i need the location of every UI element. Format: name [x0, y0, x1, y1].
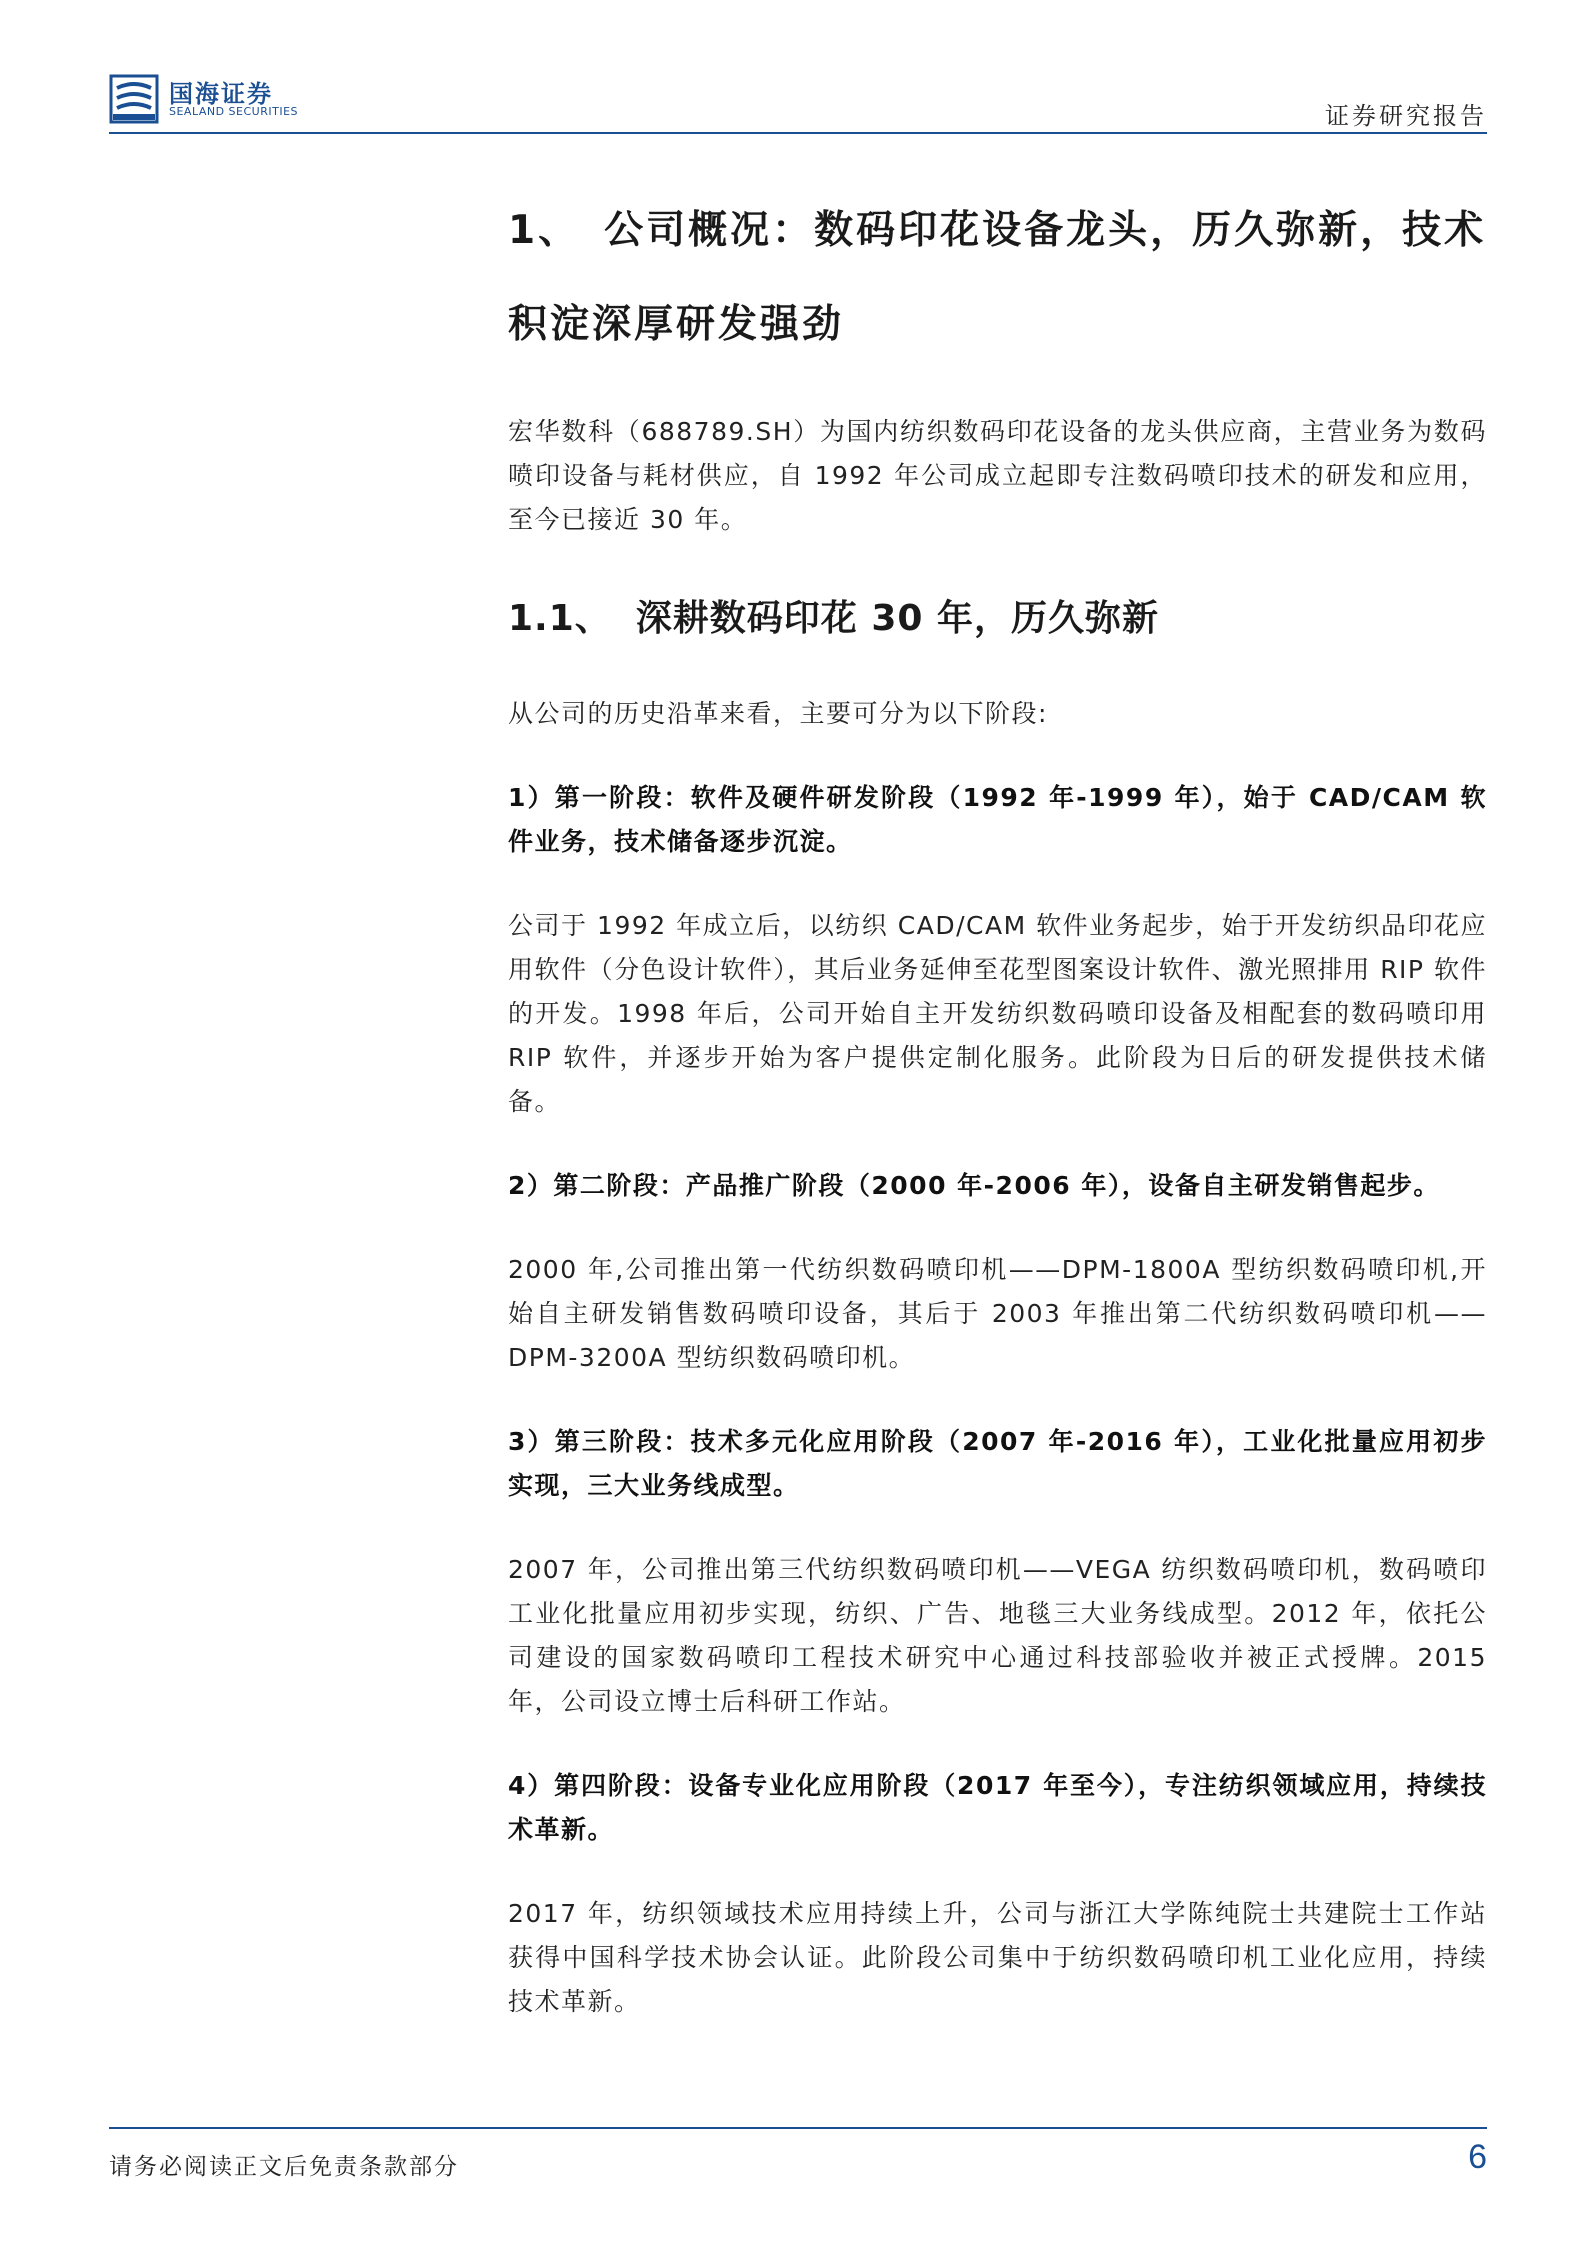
section-1-1-number: 1.1、 [508, 598, 612, 639]
page-number: 6 [1468, 2138, 1487, 2176]
section-1-1-title: 深耕数码印花 30 年，历久弥新 [635, 598, 1159, 639]
main-content [508, 180, 1487, 2024]
stage-4-body: 2017 年，纺织领域技术应用持续上升，公司与浙江大学陈纯院士共建院士工作站获得中国科学技术协会认证。此阶段公司集中于纺织数码喷印机工业化应用，持续技术革新。 [508, 1899, 1487, 2016]
section-1-intro: 宏华数科（688789.SH）为国内纺织数码印花设备的龙头供应商，主营业务为数码喷印设备与耗材供应，自 1992 年公司成立起即专注数码喷印技术的研发和应用，至今已接近 30 年。 [508, 417, 1487, 534]
stage-3-body: 2007 年，公司推出第三代纺织数码喷印机——VEGA 纺织数码喷印机，数码喷印工业化批量应用初步实现，纺织、广告、地毯三大业务线成型。2012 年，依托公司建设的国家数码喷印工程技术研究中心通过科技部验收并被正式授牌。2015 年，公司设立博士后科研工作站。 [508, 1555, 1487, 1716]
page-header [109, 66, 1487, 132]
report-type-label: 证券研究报告 [1325, 102, 1487, 130]
stage-2-body: 2000 年,公司推出第一代纺织数码喷印机——DPM-1800A 型纺织数码喷印机,开始自主研发销售数码喷印设备，其后于 2003 年推出第二代纺织数码喷印机——DPM-3200A 型纺织数码喷印机。 [508, 1255, 1487, 1372]
stage-4-heading: 4）第四阶段：设备专业化应用阶段（2017 年至今），专注纺织领域应用，持续技术革新。 [508, 1771, 1487, 1844]
stage-3-heading: 3）第三阶段：技术多元化应用阶段（2007 年-2016 年），工业化批量应用初步实现，三大业务线成型。 [508, 1427, 1487, 1500]
section-1-number: 1、 [508, 208, 581, 253]
disclaimer-note: 请务必阅读正文后免责条款部分 [109, 2154, 459, 2180]
brand-name-en: SEALAND SECURITIES [169, 105, 299, 118]
company-logo [109, 74, 329, 124]
section-1-heading [508, 184, 1487, 372]
section-1-1-lead: 从公司的历史沿革来看，主要可分为以下阶段: [508, 699, 1048, 728]
footer-divider [109, 2127, 1487, 2129]
sealand-logo-icon [109, 74, 159, 124]
section-1-1-heading [508, 594, 1487, 644]
brand-name-cn: 国海证券 [169, 80, 273, 108]
stage-1-body: 公司于 1992 年成立后，以纺织 CAD/CAM 软件业务起步，始于开发纺织品印花应用软件（分色设计软件），其后业务延伸至花型图案设计软件、激光照排用 RIP 软件的开发。1998 年后，公司开始自主开发纺织数码喷印设备及相配套的数码喷印用 RIP 软件，并逐步开始为客户提供定制化服务。此阶段为日后的研发提供技术储备。 [508, 911, 1487, 1116]
stage-2-heading: 2）第二阶段：产品推广阶段（2000 年-2006 年），设备自主研发销售起步。 [508, 1171, 1440, 1200]
section-1-title-line2: 积淀深厚研发强劲 [508, 302, 845, 347]
header-divider [109, 132, 1487, 134]
section-1-title-line1: 公司概况：数码印花设备龙头，历久弥新，技术 [604, 208, 1487, 253]
stage-1-heading: 1）第一阶段：软件及硬件研发阶段（1992 年-1999 年），始于 CAD/CAM 软件业务，技术储备逐步沉淀。 [508, 783, 1487, 856]
